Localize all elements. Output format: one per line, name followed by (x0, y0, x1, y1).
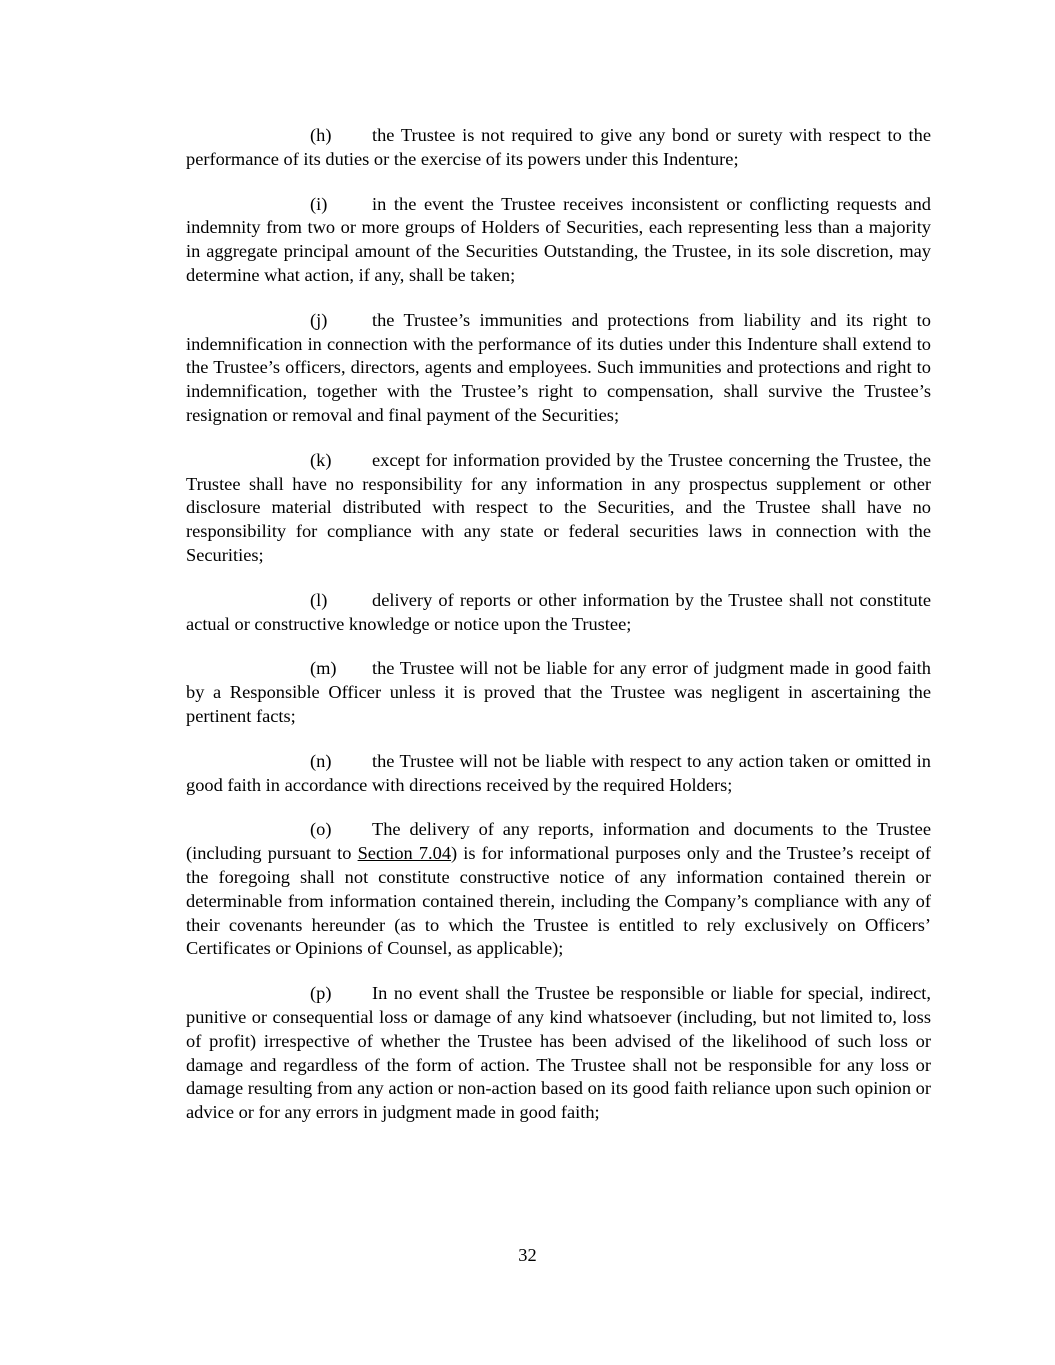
paragraph-label: (l) (310, 589, 328, 610)
paragraph-o (186, 818, 931, 961)
paragraph-j (186, 309, 931, 428)
paragraph-text: in the event the Trustee receives inconsistent or conflicting requests and indemnity from two or more groups of Holders of Securities, each representing less than a majority in aggregate principal amount of the Securities Outstanding, the Trustee, in its sole discretion, may determine what action, if any, shall be taken; (186, 193, 931, 285)
paragraph-text: delivery of reports or other information by the Trustee shall not constitute actual or constructive knowledge or notice upon the Trustee; (186, 589, 931, 634)
paragraph-text: In no event shall the Trustee be responsible or liable for special, indirect, punitive or consequential loss or damage of any kind whatsoever (including, but not limited to, loss of profit) irrespective of whether the Trustee has been advised of the likelihood of such loss or damage and regardless of the form of action. The Trustee shall not be responsible for any loss or damage resulting from any action or non-action based on its good faith reliance upon such opinion or advice or for any errors in judgment made in good faith; (186, 983, 931, 1123)
paragraph-n (186, 750, 931, 798)
paragraph-h (186, 124, 931, 172)
paragraph-text-before-link: The delivery of any reports, information and documents to the Trustee (including pursuant to (186, 819, 931, 864)
paragraph-label: (i) (310, 193, 328, 214)
paragraph-label: (m) (310, 658, 337, 679)
paragraph-i (186, 193, 931, 288)
paragraph-label: (j) (310, 309, 328, 330)
paragraph-text: the Trustee will not be liable for any error of judgment made in good faith by a Responsible Officer unless it is proved that the Trustee was negligent in ascertaining the pertinent facts; (186, 658, 931, 726)
paragraph-text: the Trustee will not be liable with respect to any action taken or omitted in good faith in accordance with directions received by the required Holders; (186, 750, 931, 795)
document-body (186, 124, 931, 1146)
paragraph-label: (h) (310, 125, 332, 145)
section-reference: Section 7.04 (357, 843, 452, 864)
paragraph-l (186, 589, 931, 637)
paragraph-text: except for information provided by the Trustee concerning the Trustee, the Trustee shall have no responsibility for any information in any prospectus supplement or other disclosure material distributed with respect to the Securities, and the Trustee shall have no responsibility for compliance with any state or federal securities laws in connection with the Securities; (186, 449, 931, 565)
paragraph-label: (o) (310, 819, 332, 840)
paragraph-p (186, 982, 931, 1125)
paragraph-label: (p) (310, 983, 332, 1004)
paragraph-k (186, 449, 931, 568)
paragraph-label: (n) (310, 750, 332, 771)
paragraph-label: (k) (310, 449, 332, 470)
paragraph-text: the Trustee’s immunities and protections from liability and its right to indemnification in connection with the performance of its duties under this Indenture shall extend to the Trustee’s officers, directors, agents and employees. Such immunities and protections and right to indemnification, together with the Trustee’s right to compensation, shall survive the Trustee’s resignation or removal and final payment of the Securities; (186, 309, 931, 425)
paragraph-text-after-link: ) is for informational purposes only and the Trustee’s receipt of the foregoing shall not constitute constructive notice of any information contained therein or determinable from information contained therein, including the Company’s compliance with any of their covenants hereunder (as to which the Trustee is entitled to rely exclusively on Officers’ Certificates or Opinions of Counsel, as applicable); (186, 843, 931, 959)
paragraph-text: the Trustee is not required to give any bond or surety with respect to the performance of its duties or the exercise of its powers under this Indenture; (186, 125, 931, 169)
page-number: 32 (518, 1245, 537, 1265)
paragraph-m (186, 657, 931, 728)
